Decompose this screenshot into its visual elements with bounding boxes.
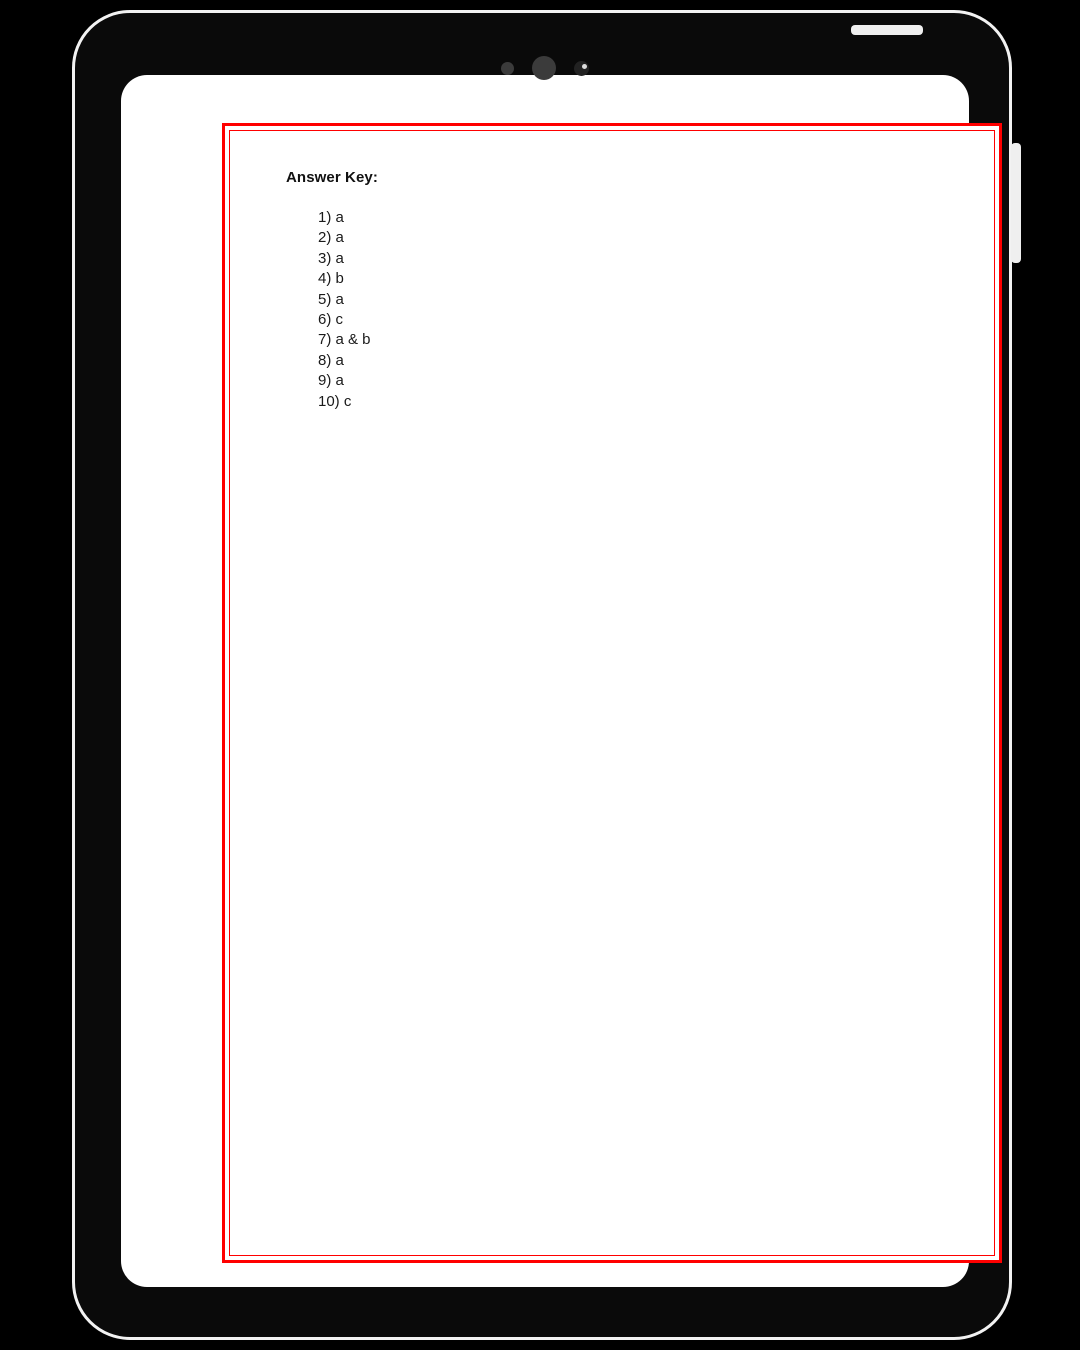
light-sensor-icon bbox=[574, 61, 589, 76]
power-button[interactable] bbox=[851, 25, 923, 35]
document-content bbox=[286, 169, 954, 412]
list-item: 1) a bbox=[318, 209, 344, 226]
list-item: 5) a bbox=[318, 290, 344, 308]
list-item: 10) c bbox=[318, 392, 352, 410]
list-item: 6) c bbox=[318, 311, 344, 329]
document-page-border bbox=[229, 130, 995, 1256]
list-item: 7) a & b bbox=[318, 331, 371, 349]
document-page bbox=[222, 123, 1002, 1263]
list-item: 2) a bbox=[318, 229, 344, 247]
list-item: 4) b bbox=[318, 270, 344, 288]
list-item: 9) a bbox=[318, 372, 344, 390]
list-item: 8) a bbox=[318, 351, 344, 369]
volume-button[interactable] bbox=[1011, 143, 1021, 263]
tablet-device bbox=[72, 10, 1012, 1340]
tablet-screen bbox=[121, 75, 969, 1287]
answer-key-list bbox=[286, 208, 954, 412]
list-item: 3) a bbox=[318, 249, 344, 267]
page-title: Answer Key: bbox=[286, 169, 378, 186]
camera-icon bbox=[532, 56, 556, 80]
sensor-icon bbox=[501, 62, 514, 75]
camera-cluster bbox=[121, 55, 969, 81]
